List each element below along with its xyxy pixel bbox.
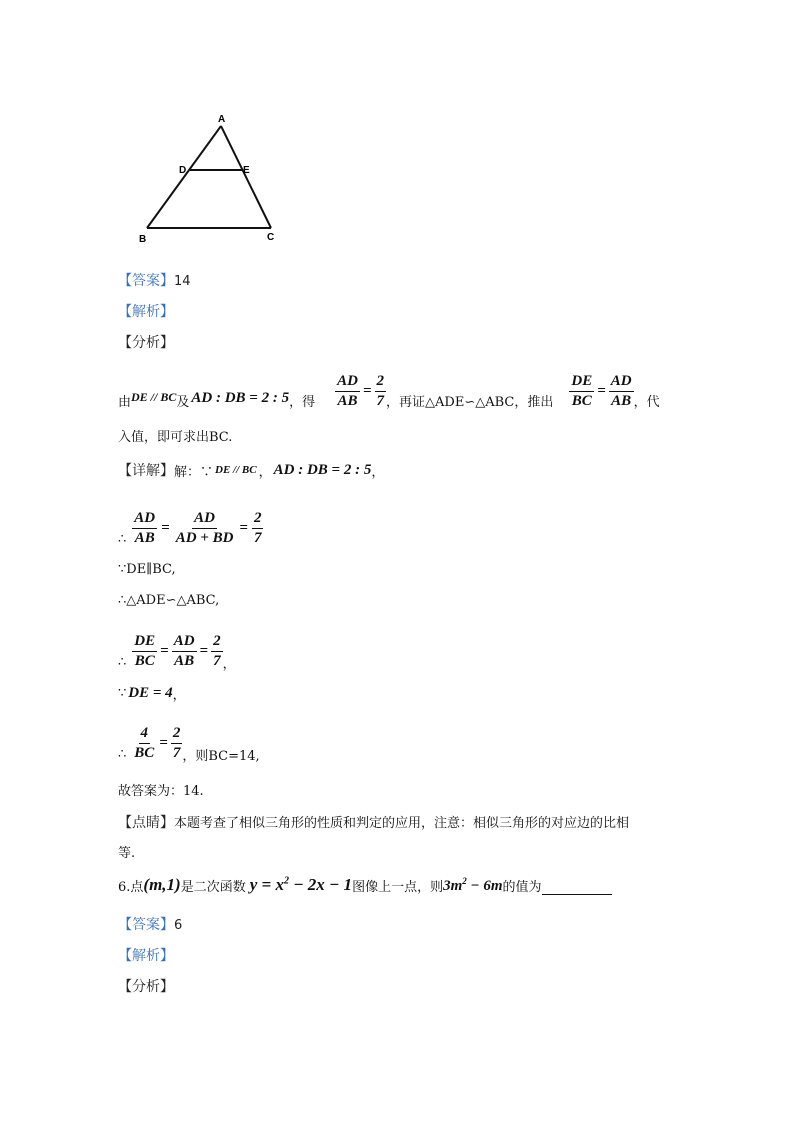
answer-line-2: 【答案】6 xyxy=(118,917,183,933)
analysis-line-1: 由 DE // BC 及 AD : DB = 2 : 5 ，得 $\frac{AD}{AB}$ = $\frac{2}{7}$ ，再证△ADE∽△ABC，推出 $\frac{DE}{BC}$ = $\frac{AD}{AB}$ ，代 xyxy=(118,373,660,410)
answer-tag: 【答案】 xyxy=(118,273,174,289)
answer-value: 14 xyxy=(174,274,191,289)
triangle-figure xyxy=(130,110,290,250)
label-d: D xyxy=(179,165,187,176)
detail-line-3: ∵DE∥BC, xyxy=(118,562,176,577)
jiexi-heading-1: 【解析】 xyxy=(118,304,174,320)
fraction-ad-ab-2: $\frac{AD}{AB}$ xyxy=(610,373,632,409)
fraction-2-7: $\frac{2}{7}$ xyxy=(376,373,385,409)
jiexi-heading-2: 【解析】 xyxy=(118,948,174,964)
label-a: A xyxy=(218,114,226,125)
comment-line-2: 等. xyxy=(118,846,136,861)
edge-ab xyxy=(147,126,221,228)
detail-line-7: ∴ $\frac{4}{BC}$ = $\frac{2}{7}$ ，则BC=14, xyxy=(118,725,260,764)
fraction-ad-ab: $\frac{AD}{AB}$ xyxy=(337,373,358,409)
fraction-de-bc: $\frac{DE}{BC}$ xyxy=(571,373,593,409)
question-6: 6.点 (m,1) 是二次函数 $y = x^2 - 2x - 1$ 图像上一点，则 $3m^2 - 6m$ 的值为 xyxy=(118,875,612,895)
answer-blank xyxy=(542,880,612,895)
fenxi-heading-2: 【分析】 xyxy=(118,979,174,995)
detail-line-2: ∴ $\frac{AD}{AB}$ = $\frac{AD}{AD + BD}$ = $\frac{2}{7}$ xyxy=(118,510,262,547)
detail-line-4: ∴△ADE∽△ABC, xyxy=(118,593,220,608)
comment-line-1: 【点睛】本题考查了相似三角形的性质和判定的应用，注意：相似三角形的对应边的比相 xyxy=(118,815,630,831)
label-e: E xyxy=(243,165,250,176)
fenxi-heading-1: 【分析】 xyxy=(118,335,174,351)
label-c: C xyxy=(267,232,275,243)
detail-line-6: ∵ DE = 4 ， xyxy=(118,685,186,703)
final-answer-line: 故答案为：14. xyxy=(118,784,204,799)
detail-line-5: ∴ $\frac{DE}{BC}$ = $\frac{AD}{AB}$ = $\frac{2}{7}$ ， xyxy=(118,633,236,672)
answer-line-1 xyxy=(118,270,191,290)
detail-line-1: 【详解】 解：∵ DE // BC ， AD : DB = 2 : 5 ， xyxy=(118,461,385,480)
analysis-line-2: 入值，即可求出BC. xyxy=(118,430,233,445)
label-b: B xyxy=(139,234,147,245)
edge-ac xyxy=(221,126,271,228)
